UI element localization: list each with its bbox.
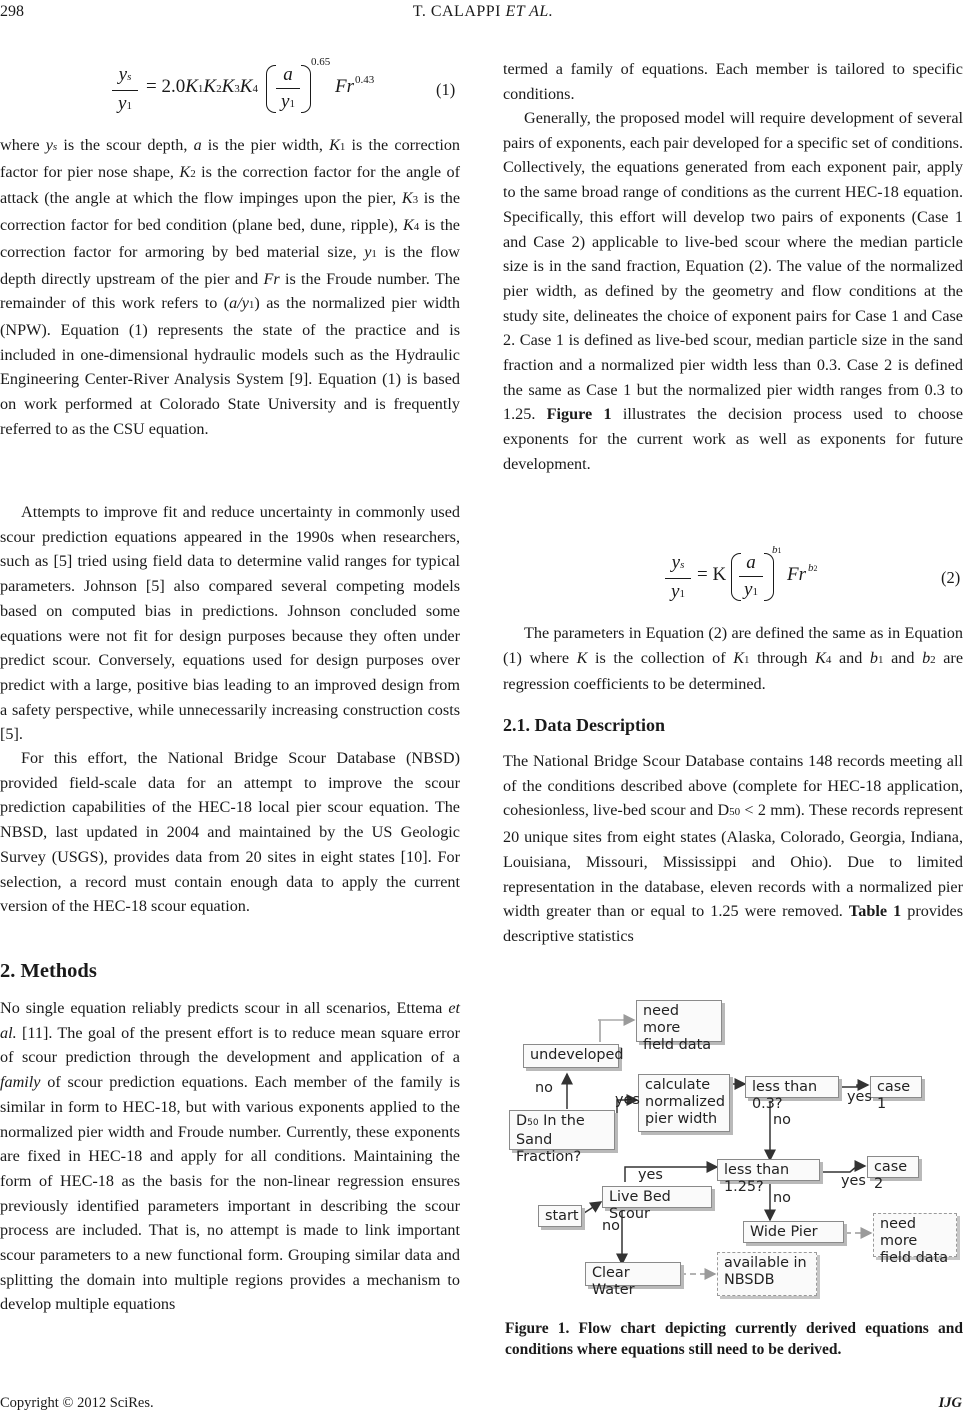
eq2-coefficient: = K xyxy=(697,564,727,585)
figure-1-caption: Figure 1. Flow chart depicting currently derived equations and conditions where equations still need to be derived. xyxy=(505,1320,963,1358)
box-need-more-field-data-bottom: need more field data xyxy=(873,1213,957,1257)
box-case-2: case 2 xyxy=(867,1156,919,1178)
paragraph-attempts: Attempts to improve fit and reduce uncertainty in commonly used scour prediction equations appeared in the 1990s when researchers, such as [5] tried using field data to determine valid ranges for typical parameters. Johnson [5] also compared several competing models based on computed bias in predictions. Johnson concluded some equations were not fit for design purposes because they often under predict scour. Conversely, equations used for design purposes over predict with a large, positive bias leading to an improved design from a safety perspective, while unnecessarily increasing construction costs [5]. xyxy=(0,503,460,744)
eq2-number: (2) xyxy=(941,568,961,587)
paragraph-family-end: termed a family of equations. Each member is tailored to specific conditions. xyxy=(503,60,963,103)
paragraph-methods: No single equation reliably predicts scour in all scenarios, Ettema et al. [11]. The goal of the present effort is to reduce mean square error of scour prediction through the development and application of a family of scour prediction equations. Each member of the family is similar in form to HEC-18, but with various exponents applied to the normalized pier width and Froude number. Currently, these exponents are fixed in HEC-18 and apply for all conditions. Maintaining the form of HEC-18 as the basis for the non-linear regression ensures previously identified parameters important in describing the scour process are included. That is, no attempt is made to link important scour parameters to a new functional form. Grouping similar data and splitting the domain into multiple regions provides a mechanism to develop multiple equations xyxy=(0,999,460,1314)
eq1-froude: Fr xyxy=(335,76,354,97)
eq1-coefficient: = 2.0K1K2K3K4 xyxy=(146,76,258,97)
paragraph-definitions: where ys is the scour depth, a is the pier width, K1 is the correction factor for pier nose shape, K2 is the correction factor for the angle of attack (the angle at which the flow impinges upon the pier, K3 is the correction factor for bed condition (plane bed, dune, ripple), K4 is the correction factor for armoring by bed material size, y1 is the flow depth directly upstream of the pier and Fr is the Froude number. The remainder of this work refers to (a/y1) as the normalized pier width (NPW). Equation (1) represents the state of the practice and is included in one-dimensional hydraulic models such as the Hydraulic Engineering Center-River Analysis System [9]. Equation (1) is based on work performed at Colorado State University and is frequently referred to as the CSU equation. xyxy=(0,136,461,438)
box-start: start xyxy=(538,1205,582,1227)
eq1-number: (1) xyxy=(436,80,456,99)
label-no-d50: no xyxy=(535,1080,553,1096)
paragraph-data: The National Bridge Scour Database contains 148 records meeting all of the conditions described above (complete for HEC-18 application, cohesionless, live-bed scour and D50 < 2 mm). These records represent 20 unique sites from eight states (Alaska, Colorado, Georgia, Indiana, Louisiana, Missouri, Mississippi and Ohio). Due to limited representation in the database, eleven records with a normalized pier width greater than or equal to 1.25 were removed. Table 1 provides descriptive statistics xyxy=(503,752,964,945)
section-data-description: 2.1. Data Description xyxy=(503,715,665,735)
paragraph-proposed-model: Generally, the proposed model will require development of several pairs of exponents, each pair developed for a specific set of conditions. Collectively, the equations generated from each exponent pair, apply to the same broad range of conditions as the current HEC-18 equation. Specifically, this effort will develop two pairs of exponents (Case 1 and Case 2) applicable to live-bed scour where the median particle size is in the sand fraction, Equation (2). The value of the normalized pier width, as defined by the geometry and flow conditions at the study site, delineates the choice of exponent pairs for Case 1 and Case 2. Case 1 is defined as live-bed scour, median particle size in the sand fraction and a normalized pier width less than 0.3. Case 2 is defined the same as Case 1 but the normalized pier width ranges from 0.3 to 1.25. Figure 1 illustrates the decision process used to choose exponents for the current work as well as exponents for future development. xyxy=(503,109,964,473)
page-number: 298 xyxy=(0,3,24,20)
paragraph-nbsd: For this effort, the National Bridge Scour Database (NBSD) provided field-scale data for an attempt to improve the scour prediction capabilities of the HEC-18 local pier scour equation. The NBSD, last updated in 2004 and maintained by the US Geologic Survey (USGS), provides data from 20 sites in eight states [10]. For selection, a record must contain enough data to apply the current version of the HEC-18 scour equation. xyxy=(0,749,460,916)
box-less-than-03: less than 0.3? xyxy=(745,1076,839,1098)
label-no-03: no xyxy=(773,1112,791,1128)
label-yes-livebed: yes xyxy=(638,1167,663,1183)
eq1-left-paren xyxy=(266,65,276,113)
box-calculate-npw: calculate normalized pier width xyxy=(638,1074,730,1132)
eq1-ratio: a y1 xyxy=(276,64,300,115)
box-available-nbsdb: available in NBSDB xyxy=(717,1252,817,1296)
section-methods: 2. Methods xyxy=(0,960,97,982)
box-live-bed-scour: Live Bed Scour xyxy=(602,1186,712,1208)
box-undeveloped: undeveloped xyxy=(523,1044,619,1068)
box-wide-pier: Wide Pier xyxy=(743,1221,844,1243)
footer-copyright: Copyright © 2012 SciRes. xyxy=(0,1395,154,1411)
box-need-more-field-data-top: need more field data xyxy=(636,1000,722,1042)
running-title: T. CALAPPI ET AL. xyxy=(412,3,554,20)
eq1-lhs-fraction: ys y1 xyxy=(112,64,138,117)
box-less-than-125: less than 1.25? xyxy=(717,1159,820,1181)
eq2-exp-fr: b2 xyxy=(808,562,818,574)
equation-1 xyxy=(0,52,460,126)
eq2-right-paren xyxy=(764,553,774,601)
eq1-right-paren xyxy=(301,65,311,113)
box-d50-sand-fraction: D50 In the Sand Fraction? xyxy=(509,1110,615,1150)
label-yes-125: yes xyxy=(841,1173,866,1189)
label-no-livebed: no xyxy=(602,1218,620,1234)
box-clear-water: Clear Water xyxy=(585,1262,681,1286)
eq1-exp-fr: 0.43 xyxy=(355,74,375,86)
box-case-1: case 1 xyxy=(870,1076,922,1098)
eq2-ratio: a y1 xyxy=(739,552,763,603)
eq2-lhs-fraction: ys y1 xyxy=(665,552,691,605)
eq2-exp-a: b1 xyxy=(772,544,782,556)
label-yes-d50: yes xyxy=(615,1092,640,1108)
label-no-125: no xyxy=(773,1190,791,1206)
equation-2 xyxy=(503,540,963,614)
label-yes-03: yes xyxy=(847,1089,872,1105)
eq1-exp-a: 0.65 xyxy=(311,56,331,68)
eq2-froude: Fr xyxy=(787,564,806,585)
figure-1-flowchart xyxy=(505,992,963,1312)
footer-journal: IJG xyxy=(938,1395,962,1411)
paragraph-parameters: The parameters in Equation (2) are defined the same as in Equation (1) where K is the collection of K1 through K4 and b1 and b2 are regression coefficients to be determined. xyxy=(503,624,964,694)
